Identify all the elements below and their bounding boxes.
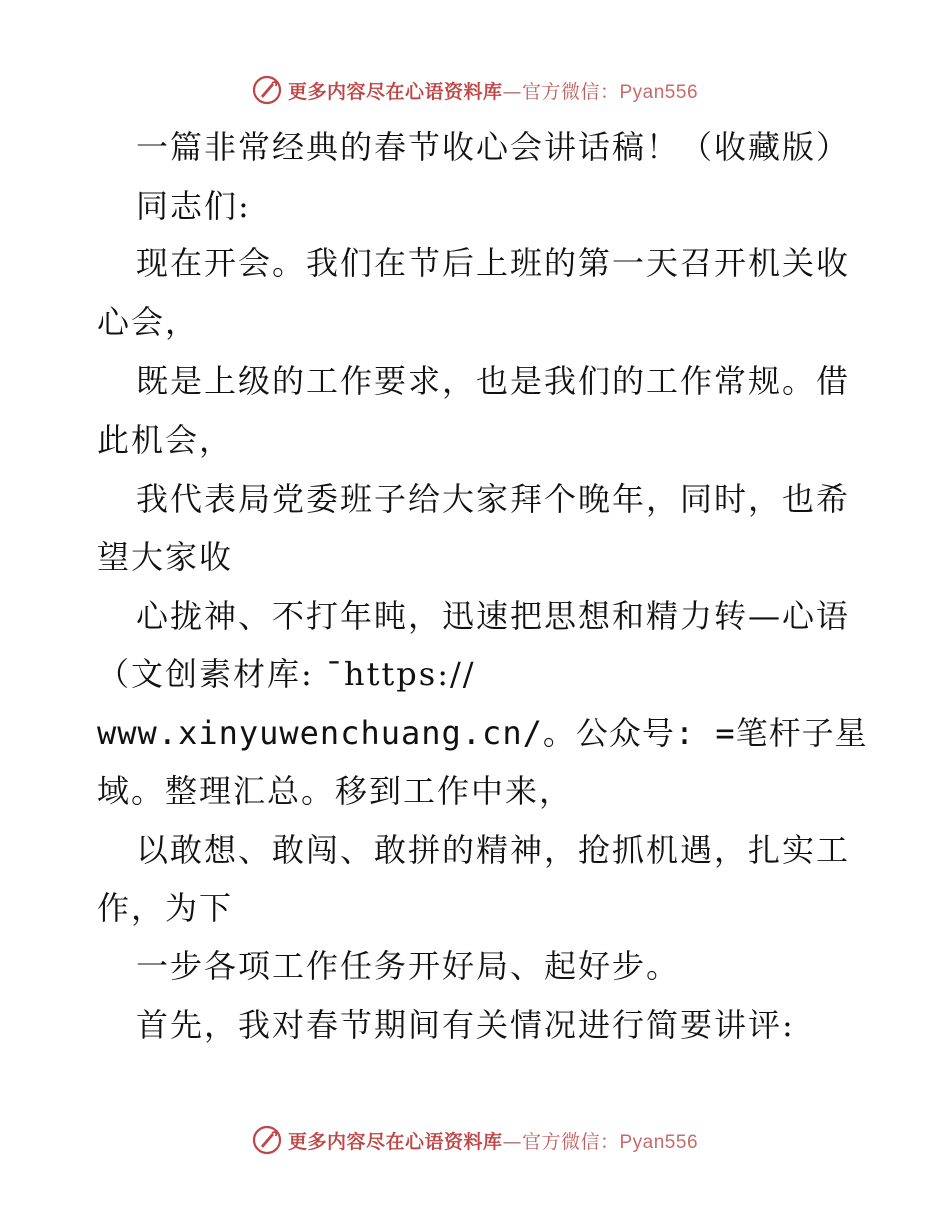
watermark-separator: — (502, 80, 522, 103)
watermark-separator: — (502, 1130, 522, 1153)
salutation: 同志们: (136, 187, 251, 225)
watermark-main: 更多内容尽在心语资料库 (287, 80, 503, 103)
paragraph-line: 望大家收 (97, 538, 234, 576)
quill-logo-icon (252, 75, 282, 105)
header-watermark (0, 73, 950, 107)
paragraph-line: 既是上级的工作要求，也是我们的工作常规。借 (136, 362, 851, 400)
paragraph-line: 心会， (97, 303, 200, 341)
paragraph-line: （文创素材库: ¯https:// (97, 655, 476, 693)
paragraph-line: 心拢神、不打年盹，迅速把思想和精力转—心语 (136, 597, 851, 635)
paragraph-line: 现在开会。我们在节后上班的第一天召开机关收 (136, 244, 851, 282)
paragraph-line: 以敢想、敢闯、敢拼的精神，抢抓机遇，扎实工 (136, 831, 851, 869)
paragraph-line: 我代表局党委班子给大家拜个晚年，同时，也希 (136, 480, 851, 518)
footer-watermark (0, 1123, 950, 1157)
watermark-text (288, 77, 698, 104)
quill-logo-icon (252, 1125, 282, 1155)
paragraph-line: 域。整理汇总。移到工作中来， (97, 772, 574, 810)
url-line: www.xinyuwenchuang.cn/。公众号: =笔杆子星 (97, 714, 868, 752)
watermark-text (288, 1127, 698, 1154)
watermark-main: 更多内容尽在心语资料库 (287, 1130, 503, 1153)
paragraph-line: 一步各项工作任务开好局、起好步。 (136, 947, 681, 985)
watermark-sub: 官方微信： (521, 1130, 620, 1153)
watermark-id: Pyan556 (619, 81, 699, 103)
paragraph-line: 作，为下 (97, 889, 234, 927)
paragraph-line: 此机会， (97, 421, 234, 459)
watermark-sub: 官方微信： (521, 80, 620, 103)
watermark-id: Pyan556 (619, 1131, 699, 1153)
paragraph-line: 首先，我对春节期间有关情况进行简要讲评: (136, 1006, 795, 1044)
document-title: 一篇非常经典的春节收心会讲话稿！（收藏版） (136, 128, 851, 166)
